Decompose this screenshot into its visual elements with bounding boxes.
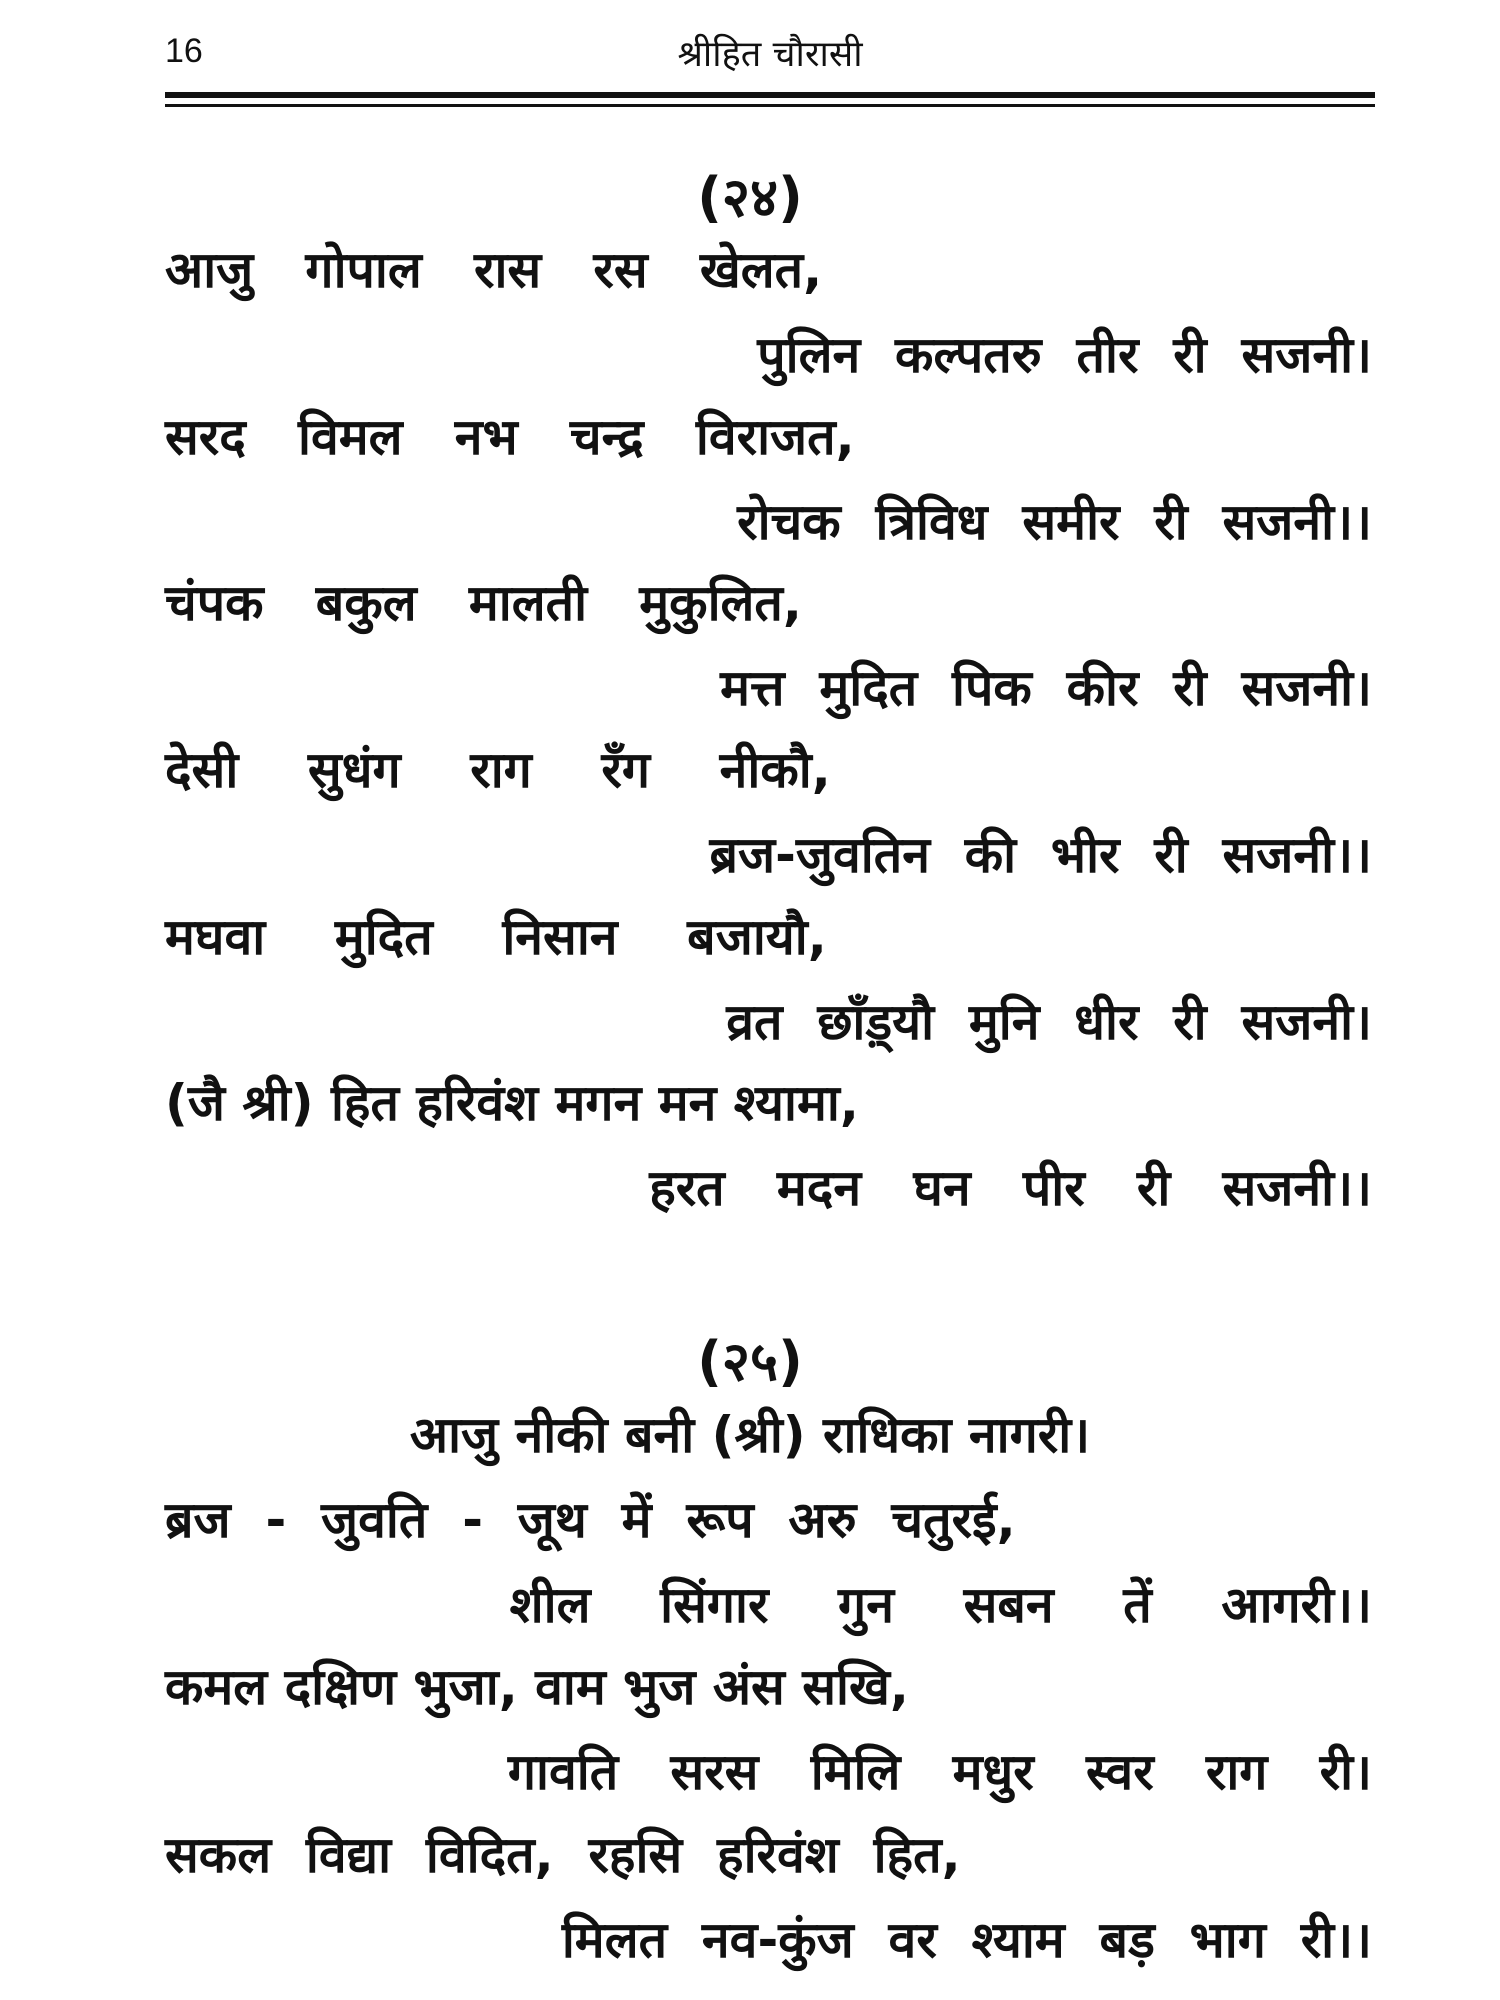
page-header — [165, 28, 1375, 84]
verse-line: कमल दक्षिण भुजा, वाम भुज अंस सखि, — [165, 1658, 909, 1716]
verse-line: आजु गोपाल रास रस खेलत, — [165, 241, 823, 299]
running-title: श्रीहित चौरासी — [677, 34, 863, 75]
header-rule-thick — [165, 92, 1375, 98]
verse-line: सरद विमल नभ चन्द्र विराजत, — [165, 408, 855, 466]
poem-number: (२४) — [697, 166, 803, 229]
poem-number: (२५) — [697, 1330, 803, 1393]
verse-line: हरत मदन घन पीर री सजनी।। — [649, 1159, 1372, 1217]
verse-line: देसी सुधंग राग रँग नीकौ, — [165, 741, 831, 799]
verse-line: रोचक त्रिविध समीर री सजनी।। — [737, 493, 1372, 551]
verse-line: मिलत नव-कुंज वर श्याम बड़ भाग री।। — [561, 1911, 1372, 1969]
verse-line: मत्त मुदित पिक कीर री सजनी। — [720, 659, 1372, 717]
verse-line: व्रत छाँड़्यौ मुनि धीर री सजनी। — [726, 993, 1372, 1051]
verse-line: पुलिन कल्पतरु तीर री सजनी। — [757, 326, 1372, 384]
verse-line: ब्रज - जुवति - जूथ में रूप अरु चतुरई, — [165, 1491, 1016, 1549]
verse-line: शील सिंगार गुन सबन तें आगरी।। — [509, 1576, 1372, 1634]
verse-line: (जै श्री) हित हरिवंश मगन मन श्यामा, — [165, 1074, 859, 1132]
page-number: 16 — [165, 32, 203, 70]
verse-line: मघवा मुदित निसान बजायौ, — [165, 908, 827, 966]
verse-line: सकल विद्या विदित, रहसि हरिवंश हित, — [165, 1826, 961, 1884]
verse-line: गावति सरस मिलि मधुर स्वर राग री। — [507, 1743, 1372, 1801]
verse-line: ब्रज-जुवतिन की भीर री सजनी।। — [709, 826, 1372, 884]
verse-line: चंपक बकुल मालती मुकुलित, — [165, 574, 802, 632]
verse-line: आजु नीकी बनी (श्री) राधिका नागरी। — [409, 1406, 1091, 1464]
header-rule-thin — [165, 104, 1375, 107]
